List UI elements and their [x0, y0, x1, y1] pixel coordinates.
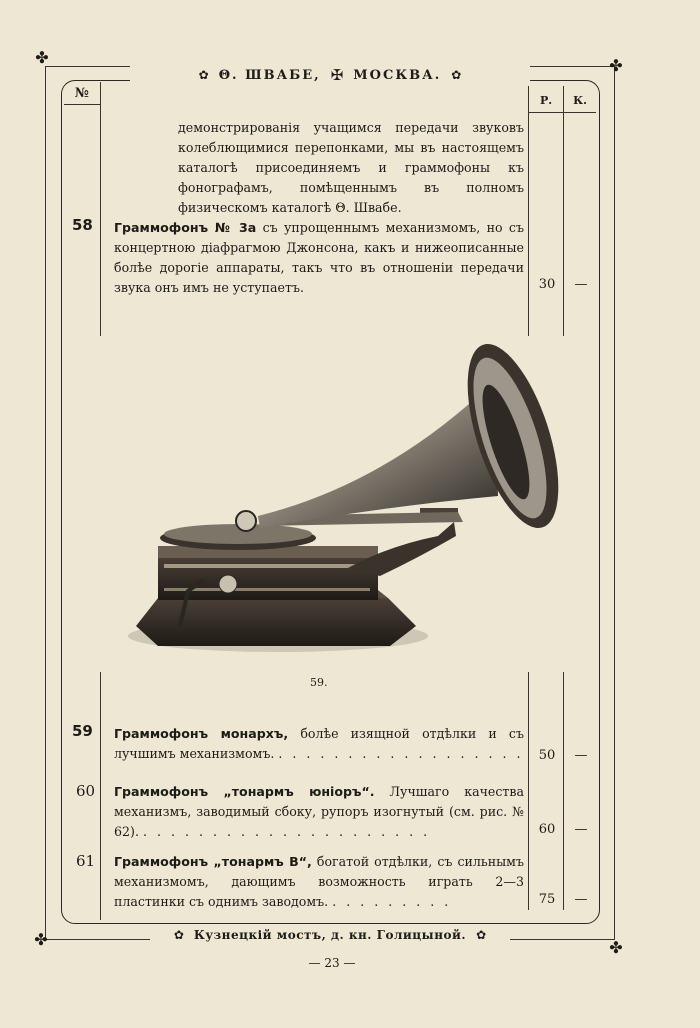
dot-leader: . . . . . . . . . . . . . . . . . . — [278, 746, 524, 761]
column-rule — [563, 672, 564, 910]
divider — [528, 112, 596, 113]
footer-address: Кузнецкій мостъ, д. кн. Голицыной. — [193, 928, 467, 942]
flower-ornament-icon: ✿ — [451, 68, 462, 82]
item-entry — [114, 782, 524, 842]
item-price-rubles: 50 — [538, 748, 556, 763]
item-number: 58 — [72, 216, 93, 234]
item-entry — [114, 724, 524, 764]
item-number: 61 — [76, 852, 96, 870]
item-number: 60 — [76, 782, 96, 800]
flower-ornament-icon: ✿ — [476, 928, 487, 942]
figure-caption: 59. — [310, 676, 328, 689]
column-header-number: № — [74, 86, 90, 101]
column-rule — [563, 86, 564, 336]
column-header-rubles: Р. — [539, 94, 553, 107]
column-rule — [100, 82, 101, 336]
flower-ornament-icon: ✿ — [173, 928, 184, 942]
item-description: богатой отдѣлки, съ сильнымъ механизмомъ, дающимъ возможность играть 2—3 пластинки съ однимъ заводомъ. — [114, 854, 524, 909]
page-number: — 23 — — [308, 956, 356, 970]
item-title: Граммофонъ монархъ, — [114, 726, 289, 741]
item-price-kopecks: — — [574, 277, 588, 292]
item-description: Лучшаго качества механизмъ, заводимый сбоку, рупоръ изогнутый (см. рис. № 62). — [114, 784, 524, 839]
gramophone-illustration — [118, 336, 568, 672]
item-description: болѣе изящной отдѣлки и съ лучшимъ механизмомъ. — [114, 726, 524, 761]
corner-ornament-icon: ✤ — [609, 56, 623, 75]
item-price-kopecks: — — [574, 892, 588, 907]
item-price-kopecks: — — [574, 748, 588, 763]
item-number: 59 — [72, 722, 93, 740]
item-price-rubles: 75 — [538, 892, 556, 907]
item-title: Граммофонъ „тонармъ В“, — [114, 854, 312, 869]
eagle-emblem-icon: ✠ — [330, 66, 344, 84]
column-rule — [528, 672, 529, 910]
page-footer — [150, 924, 510, 946]
divider — [64, 104, 100, 105]
column-rule — [100, 672, 101, 920]
item-price-rubles: 60 — [538, 822, 556, 837]
header-right-text: МОСКВА. — [353, 67, 442, 83]
item-title: Граммофонъ № 3а — [114, 220, 257, 235]
corner-ornament-icon: ✤ — [609, 938, 623, 957]
dot-leader: . . . . . . . . . . . . . . . . . . . . . — [142, 824, 431, 839]
item-description: съ упрощеннымъ механизмомъ, но съ концертною діафрагмою Джонсона, какъ и нижеописанные болѣе дорогіе аппараты, такъ что въ отношеніи передачи звука онъ имъ не уступаетъ. — [114, 220, 524, 295]
dot-leader: . . . . . . . . . — [332, 894, 452, 909]
page-header — [130, 64, 530, 86]
column-rule — [528, 86, 529, 336]
item-entry — [114, 218, 524, 298]
corner-ornament-icon: ✤ — [34, 930, 48, 949]
intro-paragraph: демонстрированія учащимся передачи звуковъ колеблющимися перепонками, мы въ настоящемъ каталогѣ присоединяемъ и граммофоны къ фонографамъ, помѣщеннымъ въ полномъ физическомъ каталогѣ Θ. Швабе. — [178, 120, 524, 215]
item-title: Граммофонъ „тонармъ юніоръ“. — [114, 784, 375, 799]
item-price-kopecks: — — [574, 822, 588, 837]
corner-ornament-icon: ✤ — [35, 48, 49, 67]
flower-ornament-icon: ✿ — [198, 68, 209, 82]
item-price-rubles: 30 — [538, 277, 556, 292]
item-entry — [114, 852, 524, 912]
column-header-kopecks: К. — [573, 94, 587, 107]
header-left-text: Θ. ШВАБЕ, — [218, 67, 321, 83]
